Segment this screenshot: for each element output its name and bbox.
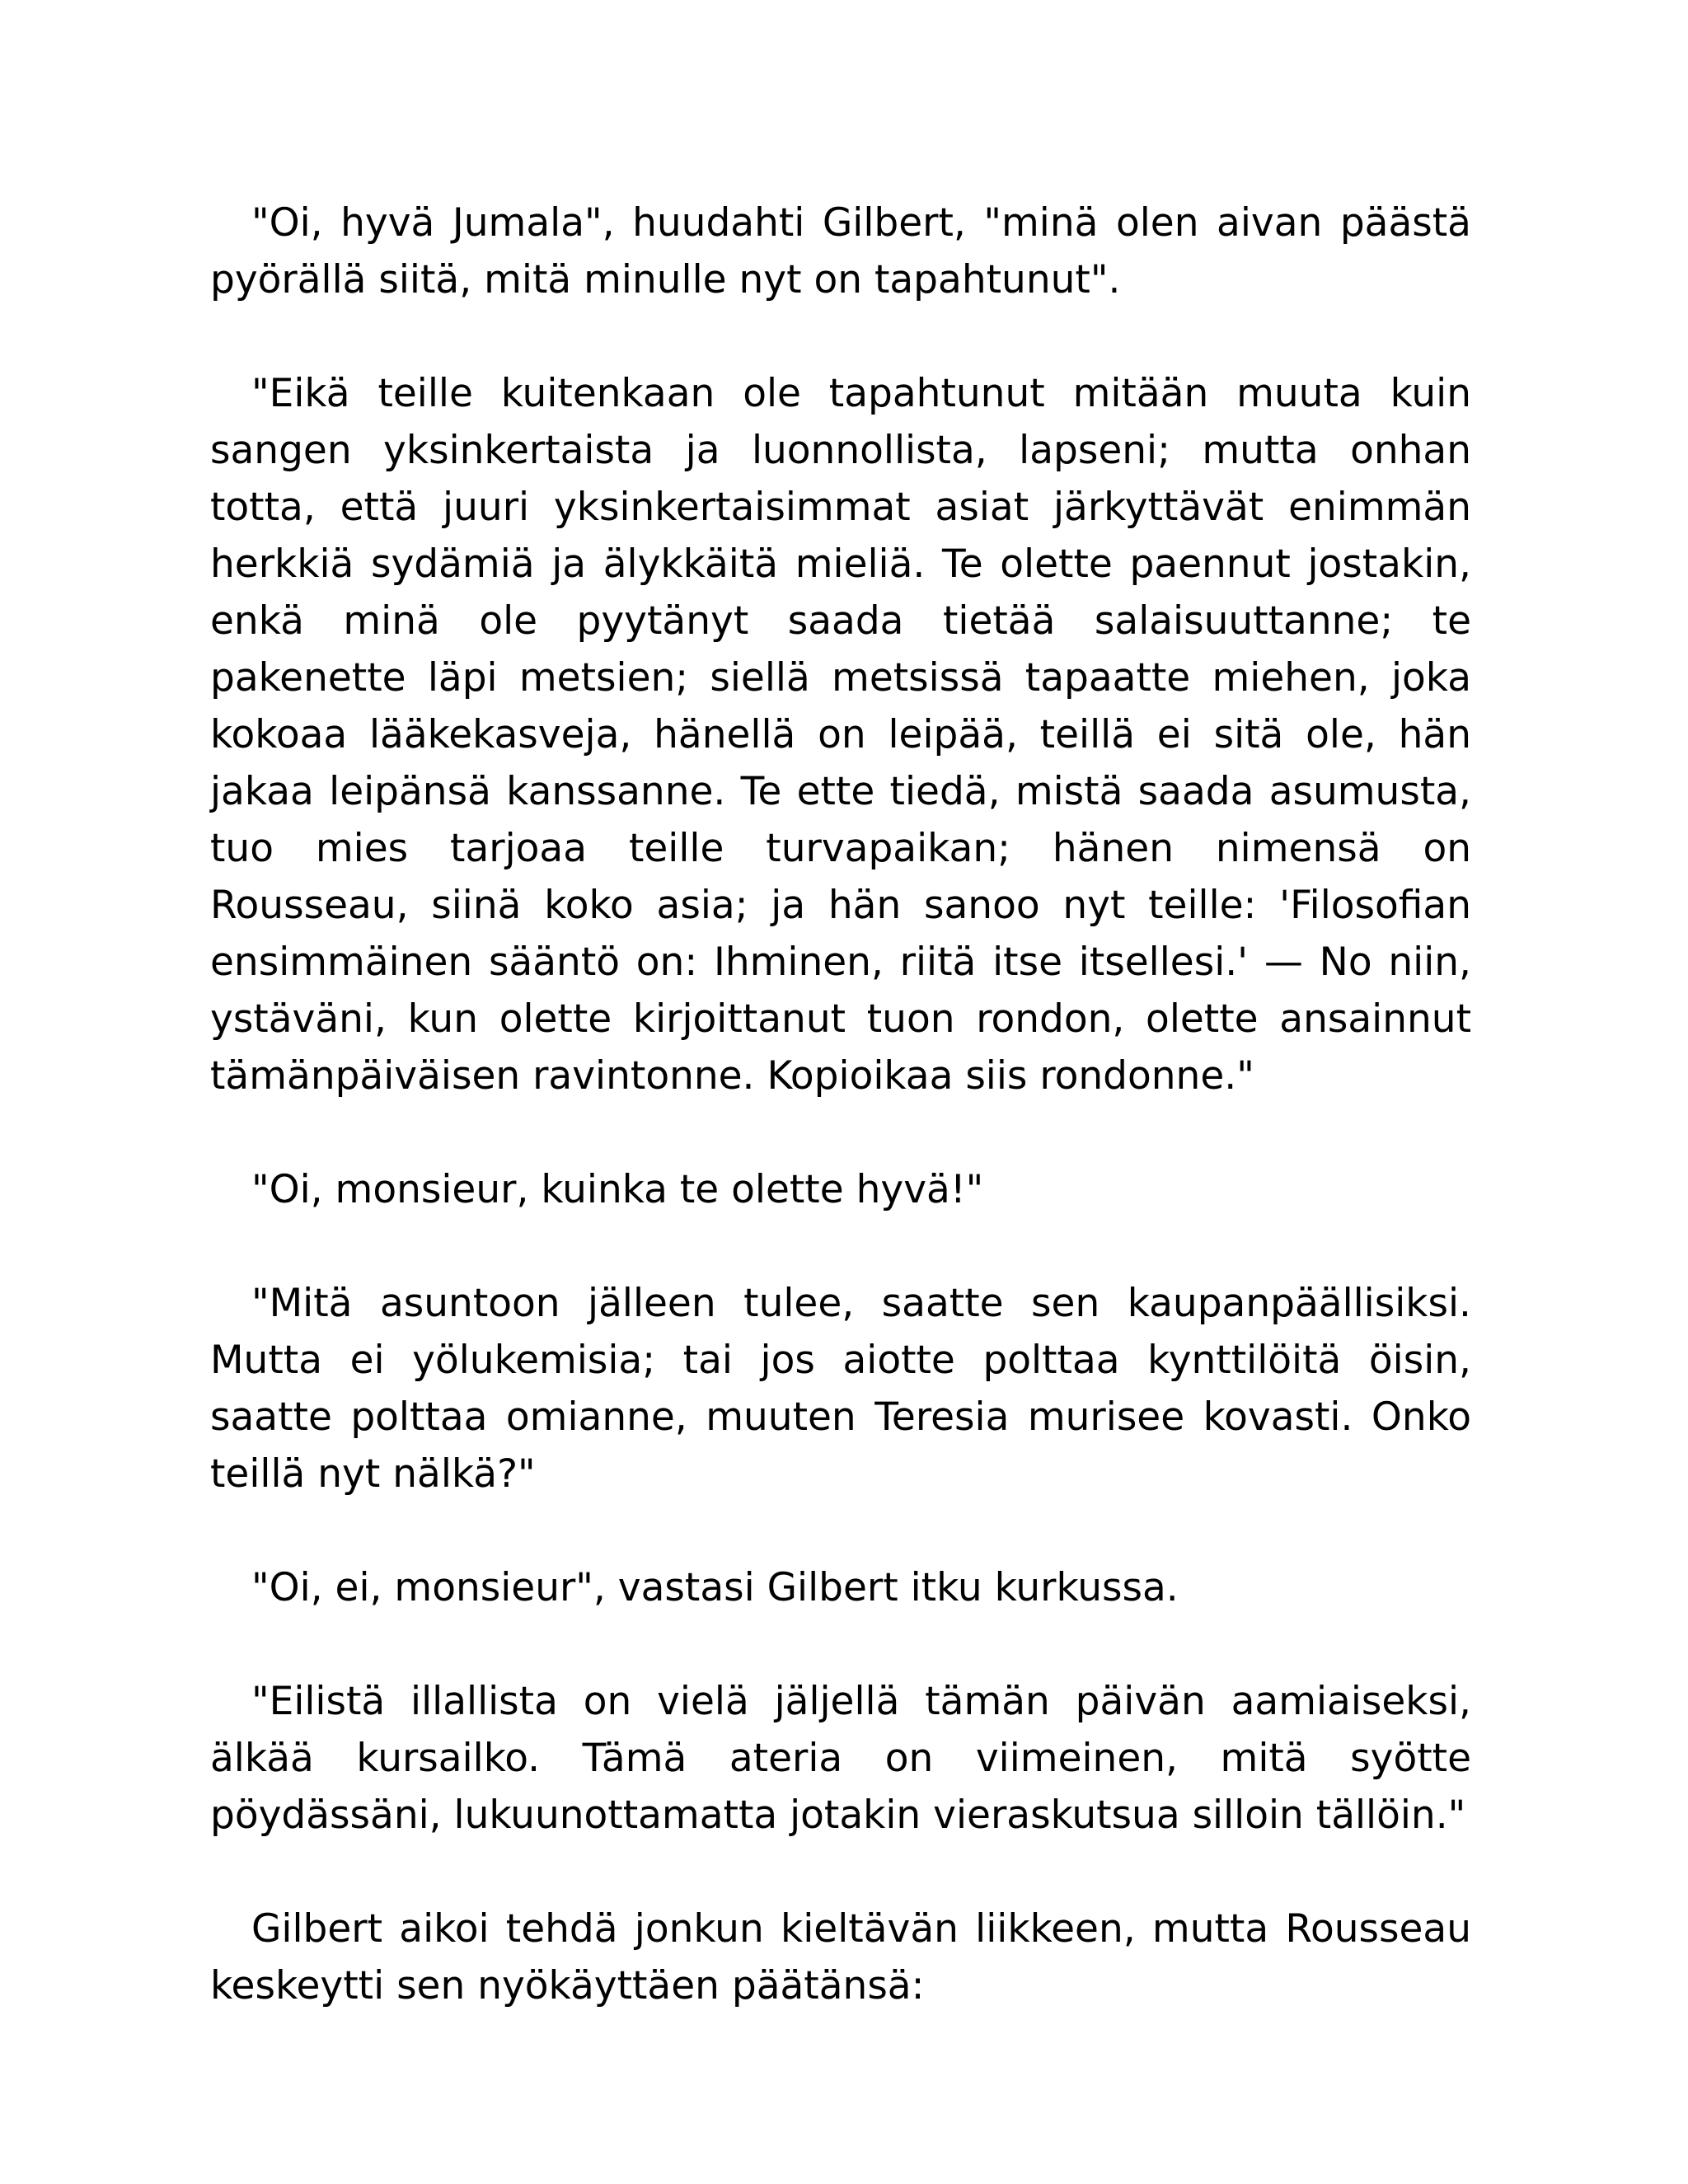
paragraph: "Oi, ei, monsieur", vastasi Gilbert itku kurkussa. <box>251 1565 1179 1610</box>
page-text <box>210 194 1471 2071</box>
paragraph: "Mitä asuntoon jälleen tulee, saatte sen kaupanpäällisiksi. Mutta ei yölukemisia; tai jos aiotte polttaa kynttilöitä öisin, saatte polttaa omianne, muuten Teresia murisee kovasti. Onko teillä nyt nälkä?" <box>210 1281 1471 1497</box>
paragraph: "Oi, hyvä Jumala", huudahti Gilbert, "minä olen aivan päästä pyörällä siitä, mitä minulle nyt on tapahtunut". <box>210 200 1471 302</box>
paragraph: Gilbert aikoi tehdä jonkun kieltävän liikkeen, mutta Rousseau keskeytti sen nyökäyttäen päätänsä: <box>210 1906 1471 2008</box>
paragraph: "Oi, monsieur, kuinka te olette hyvä!" <box>251 1167 984 1212</box>
paragraph: "Eilistä illallista on vielä jäljellä tämän päivän aamiaiseksi, älkää kursailko. Tämä ateria on viimeinen, mitä syötte pöydässäni, lukuunottamatta jotakin vieraskutsua silloin tällöin." <box>210 1679 1471 1838</box>
paragraph: "Eikä teille kuitenkaan ole tapahtunut mitään muuta kuin sangen yksinkertaista ja luonnollista, lapseni; mutta onhan totta, että juuri yksinkertaisimmat asiat järkyttävät enimmän herkkiä sydämiä ja älykkäitä mieliä. Te olette paennut jostakin, enkä minä ole pyytänyt saada tietää salaisuuttanne; te pakenette läpi metsien; siellä metsissä tapaatte miehen, joka kokoaa lääkekasveja, hänellä on leipää, teillä ei sitä ole, hän jakaa leipänsä kanssanne. Te ette tiedä, mistä saada asumusta, tuo mies tarjoaa teille turvapaikan; hänen nimensä on Rousseau, siinä koko asia; ja hän sanoo nyt teille: 'Filosofian ensimmäinen sääntö on: Ihminen, riitä itse itsellesi.' — No niin, ystäväni, kun olette kirjoittanut tuon rondon, olette ansainnut tämänpäiväisen ravintonne. Kopioikaa siis rondonne." <box>210 371 1471 1099</box>
